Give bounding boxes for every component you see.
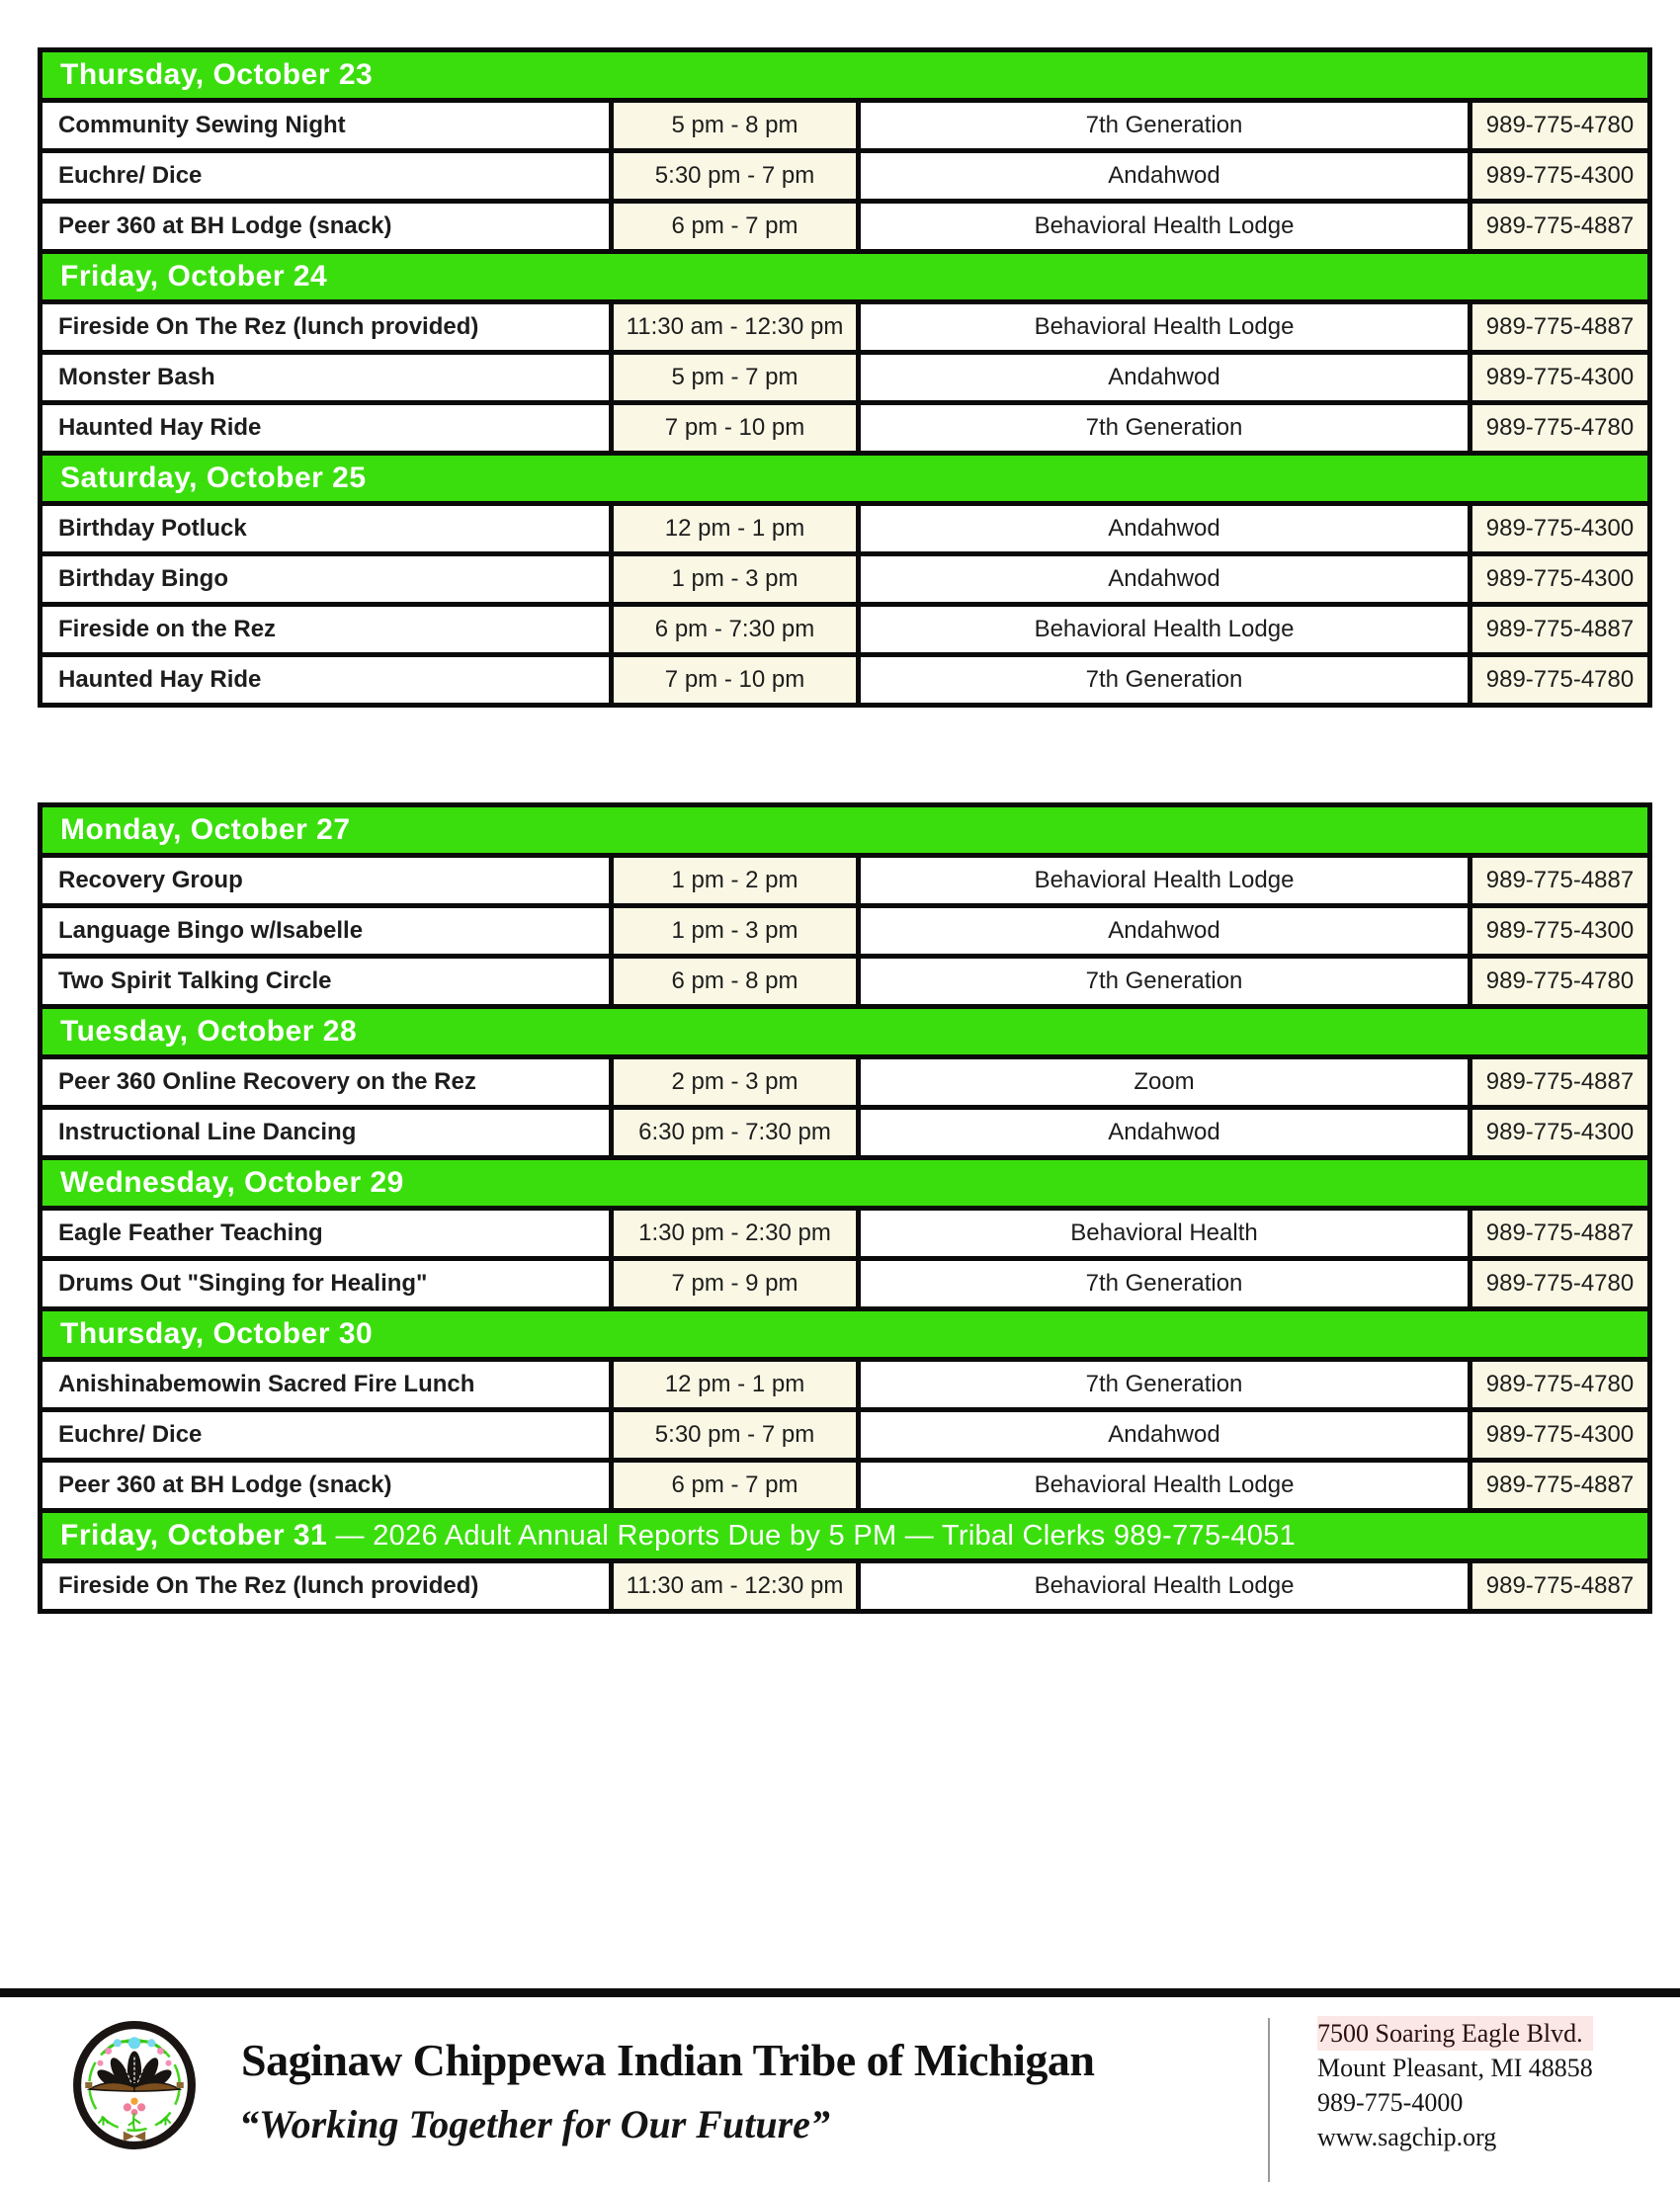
day-header-cell <box>41 454 1650 504</box>
day-header-row <box>41 454 1650 504</box>
event-row <box>41 1057 1650 1108</box>
event-name-cell: Birthday Potluck <box>41 504 612 554</box>
event-time-cell: 6 pm - 7:30 pm <box>612 605 859 655</box>
event-time-cell: 12 pm - 1 pm <box>612 504 859 554</box>
event-location-cell: 7th Generation <box>859 655 1470 706</box>
day-header-label: Friday, October 31 <box>60 1519 328 1552</box>
event-name-cell: Fireside On The Rez (lunch provided) <box>41 1561 612 1612</box>
footer-vertical-divider <box>1268 2018 1270 2182</box>
event-name-cell: Two Spirit Talking Circle <box>41 957 612 1007</box>
event-name-cell: Peer 360 at BH Lodge (snack) <box>41 202 612 252</box>
event-time-cell: 6 pm - 8 pm <box>612 957 859 1007</box>
event-time-cell: 5 pm - 7 pm <box>612 353 859 403</box>
event-phone-cell: 989-775-4300 <box>1470 1410 1650 1461</box>
event-row <box>41 151 1650 202</box>
event-row <box>41 302 1650 353</box>
day-header-row <box>41 1309 1650 1360</box>
event-row <box>41 1461 1650 1511</box>
day-header-label: Thursday, October 30 <box>60 1317 374 1350</box>
day-header-label: Wednesday, October 29 <box>60 1166 404 1199</box>
day-header-cell <box>41 1007 1650 1057</box>
day-header-row <box>41 50 1650 101</box>
day-header-row <box>41 1511 1650 1561</box>
event-time-cell: 7 pm - 9 pm <box>612 1259 859 1309</box>
event-row <box>41 906 1650 957</box>
day-header-row <box>41 252 1650 302</box>
event-time-cell: 6:30 pm - 7:30 pm <box>612 1108 859 1158</box>
day-header-cell <box>41 50 1650 101</box>
event-name-cell: Eagle Feather Teaching <box>41 1209 612 1259</box>
event-time-cell: 1 pm - 3 pm <box>612 554 859 605</box>
event-time-cell: 12 pm - 1 pm <box>612 1360 859 1410</box>
event-time-cell: 1 pm - 3 pm <box>612 906 859 957</box>
day-header-cell <box>41 1158 1650 1209</box>
event-phone-cell: 989-775-4887 <box>1470 856 1650 906</box>
schedule-table-week2-body <box>41 805 1650 1612</box>
event-name-cell: Drums Out "Singing for Healing" <box>41 1259 612 1309</box>
event-phone-cell: 989-775-4887 <box>1470 302 1650 353</box>
day-header-label: Thursday, October 23 <box>60 58 374 91</box>
schedule-table-week1-body <box>41 50 1650 706</box>
event-name-cell: Haunted Hay Ride <box>41 655 612 706</box>
event-row <box>41 202 1650 252</box>
event-phone-cell: 989-775-4887 <box>1470 1561 1650 1612</box>
event-time-cell: 5:30 pm - 7 pm <box>612 151 859 202</box>
event-time-cell: 6 pm - 7 pm <box>612 202 859 252</box>
event-name-cell: Fireside on the Rez <box>41 605 612 655</box>
event-name-cell: Fireside On The Rez (lunch provided) <box>41 302 612 353</box>
event-location-cell: Andahwod <box>859 504 1470 554</box>
event-name-cell: Euchre/ Dice <box>41 151 612 202</box>
event-row <box>41 1561 1650 1612</box>
event-row <box>41 1410 1650 1461</box>
event-time-cell: 5 pm - 8 pm <box>612 101 859 151</box>
event-row <box>41 957 1650 1007</box>
event-location-cell: Andahwod <box>859 1410 1470 1461</box>
event-row <box>41 504 1650 554</box>
event-location-cell: Andahwod <box>859 1108 1470 1158</box>
event-phone-cell: 989-775-4300 <box>1470 906 1650 957</box>
event-phone-cell: 989-775-4780 <box>1470 403 1650 454</box>
schedule-table-week1 <box>38 47 1652 708</box>
event-name-cell: Recovery Group <box>41 856 612 906</box>
event-location-cell: Andahwod <box>859 906 1470 957</box>
event-location-cell: Behavioral Health Lodge <box>859 856 1470 906</box>
day-header-cell <box>41 252 1650 302</box>
event-phone-cell: 989-775-4887 <box>1470 1057 1650 1108</box>
event-location-cell: Behavioral Health Lodge <box>859 302 1470 353</box>
event-time-cell: 11:30 am - 12:30 pm <box>612 302 859 353</box>
day-header-row <box>41 805 1650 856</box>
event-time-cell: 7 pm - 10 pm <box>612 403 859 454</box>
event-location-cell: Andahwod <box>859 151 1470 202</box>
event-time-cell: 6 pm - 7 pm <box>612 1461 859 1511</box>
footer-contact-block <box>1317 2016 1593 2154</box>
day-header-label: Tuesday, October 28 <box>60 1015 358 1048</box>
event-location-cell: 7th Generation <box>859 101 1470 151</box>
event-location-cell: Andahwod <box>859 353 1470 403</box>
event-location-cell: Behavioral Health Lodge <box>859 605 1470 655</box>
event-row <box>41 655 1650 706</box>
event-location-cell: 7th Generation <box>859 1259 1470 1309</box>
event-name-cell: Language Bingo w/Isabelle <box>41 906 612 957</box>
event-row <box>41 353 1650 403</box>
event-phone-cell: 989-775-4887 <box>1470 202 1650 252</box>
event-phone-cell: 989-775-4300 <box>1470 504 1650 554</box>
event-location-cell: Andahwod <box>859 554 1470 605</box>
day-header-cell <box>41 1309 1650 1360</box>
event-name-cell: Euchre/ Dice <box>41 1410 612 1461</box>
footer-website: www.sagchip.org <box>1317 2123 1497 2151</box>
event-phone-cell: 989-775-4780 <box>1470 101 1650 151</box>
event-name-cell: Anishinabemowin Sacred Fire Lunch <box>41 1360 612 1410</box>
schedule-table-week2 <box>38 802 1652 1614</box>
event-phone-cell: 989-775-4887 <box>1470 1209 1650 1259</box>
day-header-cell <box>41 1511 1650 1561</box>
event-row <box>41 1108 1650 1158</box>
event-location-cell: 7th Generation <box>859 957 1470 1007</box>
event-name-cell: Community Sewing Night <box>41 101 612 151</box>
event-row <box>41 605 1650 655</box>
event-name-cell: Birthday Bingo <box>41 554 612 605</box>
event-time-cell: 11:30 am - 12:30 pm <box>612 1561 859 1612</box>
day-header-row <box>41 1158 1650 1209</box>
event-row <box>41 403 1650 454</box>
event-row <box>41 856 1650 906</box>
event-location-cell: Behavioral Health <box>859 1209 1470 1259</box>
event-time-cell: 2 pm - 3 pm <box>612 1057 859 1108</box>
footer-address-line1: 7500 Soaring Eagle Blvd. <box>1317 2016 1593 2051</box>
event-name-cell: Instructional Line Dancing <box>41 1108 612 1158</box>
event-location-cell: 7th Generation <box>859 1360 1470 1410</box>
day-header-label: Monday, October 27 <box>60 813 351 846</box>
event-row <box>41 1360 1650 1410</box>
event-location-cell: Behavioral Health Lodge <box>859 1461 1470 1511</box>
event-phone-cell: 989-775-4780 <box>1470 1360 1650 1410</box>
event-location-cell: Behavioral Health Lodge <box>859 1561 1470 1612</box>
event-time-cell: 7 pm - 10 pm <box>612 655 859 706</box>
event-phone-cell: 989-775-4300 <box>1470 353 1650 403</box>
footer-org-name: Saginaw Chippewa Indian Tribe of Michigan <box>241 2035 1095 2085</box>
footer-divider-rule <box>0 1988 1680 1997</box>
event-phone-cell: 989-775-4887 <box>1470 1461 1650 1511</box>
event-phone-cell: 989-775-4300 <box>1470 151 1650 202</box>
event-row <box>41 1209 1650 1259</box>
event-row <box>41 1259 1650 1309</box>
event-name-cell: Monster Bash <box>41 353 612 403</box>
day-header-row <box>41 1007 1650 1057</box>
day-header-note: — 2026 Adult Annual Reports Due by 5 PM — Tribal Clerks 989-775-4051 <box>327 1520 1297 1552</box>
event-phone-cell: 989-775-4887 <box>1470 605 1650 655</box>
footer-phone: 989-775-4000 <box>1317 2088 1464 2117</box>
footer-tagline: “Working Together for Our Future” <box>239 2102 830 2146</box>
event-location-cell: 7th Generation <box>859 403 1470 454</box>
day-header-label: Friday, October 24 <box>60 260 328 293</box>
event-row <box>41 554 1650 605</box>
event-name-cell: Peer 360 Online Recovery on the Rez <box>41 1057 612 1108</box>
event-location-cell: Zoom <box>859 1057 1470 1108</box>
event-name-cell: Peer 360 at BH Lodge (snack) <box>41 1461 612 1511</box>
event-phone-cell: 989-775-4780 <box>1470 1259 1650 1309</box>
day-header-label: Saturday, October 25 <box>60 462 367 494</box>
event-time-cell: 1:30 pm - 2:30 pm <box>612 1209 859 1259</box>
event-time-cell: 1 pm - 2 pm <box>612 856 859 906</box>
event-phone-cell: 989-775-4300 <box>1470 1108 1650 1158</box>
event-phone-cell: 989-775-4780 <box>1470 655 1650 706</box>
footer-address-line2: Mount Pleasant, MI 48858 <box>1317 2054 1593 2082</box>
event-row <box>41 101 1650 151</box>
event-phone-cell: 989-775-4300 <box>1470 554 1650 605</box>
event-phone-cell: 989-775-4780 <box>1470 957 1650 1007</box>
day-header-cell <box>41 805 1650 856</box>
event-name-cell: Haunted Hay Ride <box>41 403 612 454</box>
event-time-cell: 5:30 pm - 7 pm <box>612 1410 859 1461</box>
tribe-seal-logo-icon <box>73 2021 196 2149</box>
event-location-cell: Behavioral Health Lodge <box>859 202 1470 252</box>
